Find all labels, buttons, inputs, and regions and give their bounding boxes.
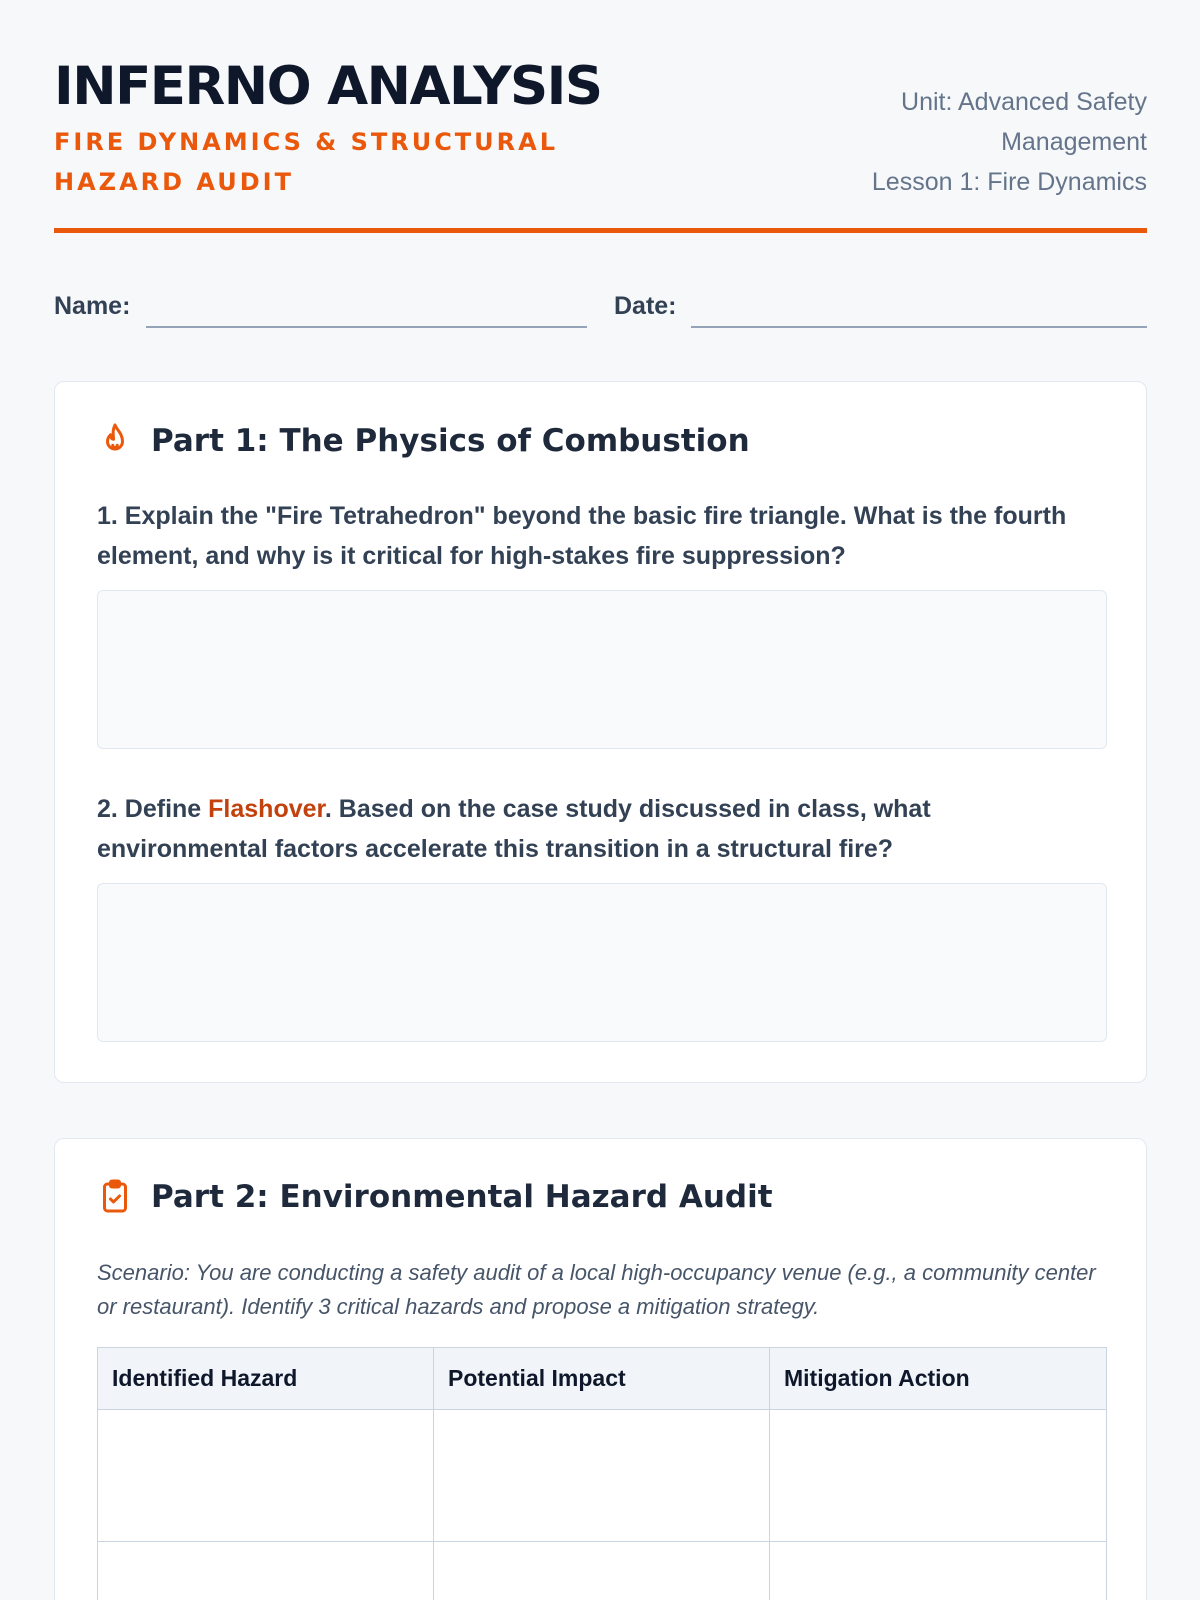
lesson-meta	[727, 82, 1147, 202]
table-row	[98, 1542, 1107, 1600]
table-cell[interactable]	[98, 1542, 434, 1600]
part1-title: Part 1: The Physics of Combustion	[151, 423, 750, 459]
page-subtitle: FIRE DYNAMICS & STRUCTURAL HAZARD AUDIT	[54, 128, 559, 196]
table-cell[interactable]	[434, 1410, 770, 1542]
page-title: INFERNO ANALYSIS	[54, 56, 602, 117]
column-header: Mitigation Action	[770, 1348, 1107, 1410]
student-info-row	[54, 288, 1147, 328]
question-2-suffix: . Based on the case study discussed in class, what environmental factors accelerate this transition in a structural fire?	[97, 795, 931, 863]
date-label: Date:	[614, 292, 677, 320]
table-cell[interactable]	[434, 1542, 770, 1600]
part2-title: Part 2: Environmental Hazard Audit	[151, 1179, 773, 1215]
question-2	[97, 789, 1107, 869]
table-row	[98, 1410, 1107, 1542]
part1-card	[54, 381, 1147, 1083]
clipboard-check-icon	[97, 1178, 133, 1214]
column-header: Potential Impact	[434, 1348, 770, 1410]
part2-card	[54, 1138, 1147, 1600]
table-cell[interactable]	[770, 1542, 1107, 1600]
flashover-term: Flashover	[208, 795, 325, 823]
hazard-audit-table	[97, 1347, 1107, 1600]
unit-line-2: Management	[1001, 128, 1147, 156]
header-divider	[54, 228, 1147, 233]
answer-box-2[interactable]	[97, 883, 1107, 1042]
column-header: Identified Hazard	[98, 1348, 434, 1410]
scenario-text: Scenario: You are conducting a safety audit of a local high-occupancy venue (e.g., a community center or restaurant). Identify 3 critical hazards and propose a mitigation strategy.	[97, 1260, 1096, 1319]
name-field[interactable]	[146, 326, 587, 328]
question-2-prefix: 2. Define	[97, 795, 209, 823]
part2-heading	[97, 1179, 773, 1215]
unit-line-1: Unit: Advanced Safety	[901, 88, 1147, 116]
flame-icon	[97, 422, 133, 458]
name-label: Name:	[54, 292, 131, 320]
date-field[interactable]	[691, 326, 1147, 328]
part1-heading	[97, 423, 750, 459]
table-cell[interactable]	[98, 1410, 434, 1542]
table-header-row	[98, 1348, 1107, 1410]
lesson-line: Lesson 1: Fire Dynamics	[871, 168, 1147, 196]
table-cell[interactable]	[770, 1410, 1107, 1542]
header	[54, 56, 1147, 232]
question-1: 1. Explain the "Fire Tetrahedron" beyond the basic fire triangle. What is the fourth element, and why is it critical for high-stakes fire suppression?	[97, 502, 1067, 570]
answer-box-1[interactable]	[97, 590, 1107, 749]
